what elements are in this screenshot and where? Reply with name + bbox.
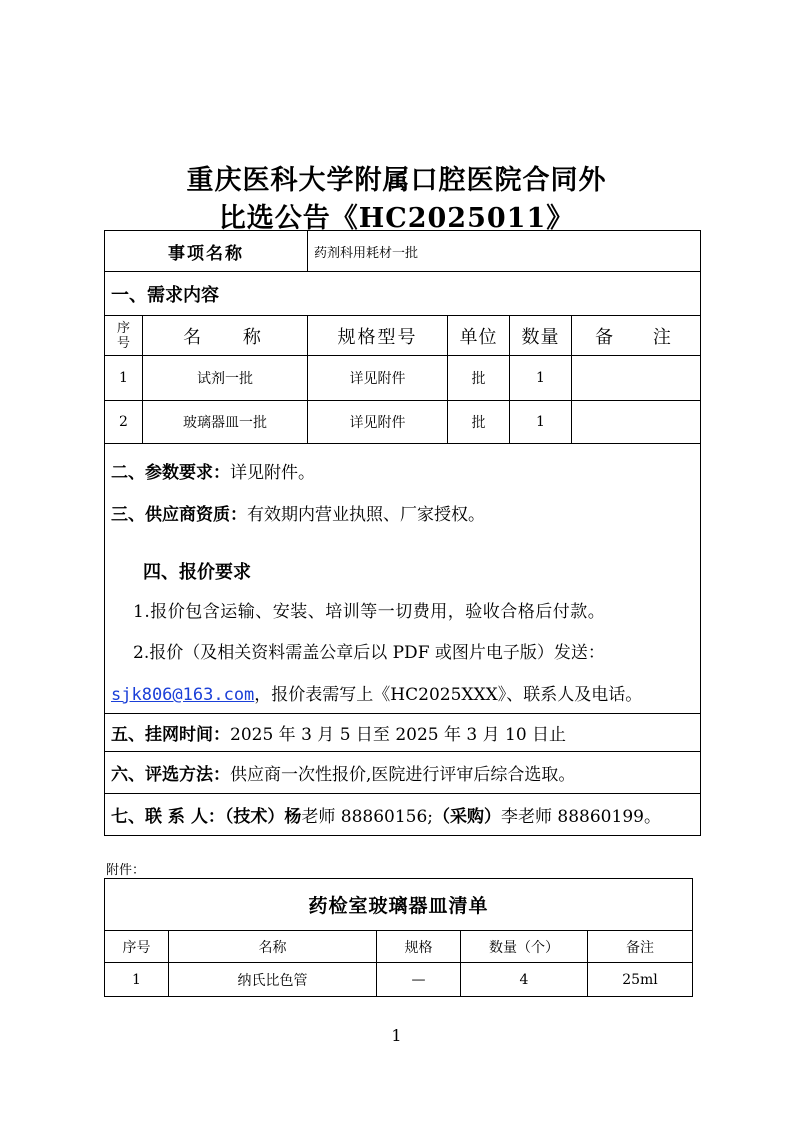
att-col-header: 名称 xyxy=(169,931,377,963)
section-3-label: 三、供应商资质： xyxy=(111,505,247,525)
row-remark xyxy=(572,401,701,444)
att-cell: 25ml xyxy=(588,963,693,997)
col-header-remark: 备 注 xyxy=(572,316,701,356)
section-4-line3-rest: ，报价表需写上《HC2025XXX》、联系人及电话。 xyxy=(254,685,643,705)
att-cell: 纳氏比色管 xyxy=(169,963,377,997)
section-7-label2: （采购） xyxy=(433,807,502,827)
table-row xyxy=(105,963,693,997)
section-2-text: 详见附件。 xyxy=(230,463,315,483)
attachment-table xyxy=(104,878,693,997)
section-6-text: 供应商一次性报价,医院进行评审后综合选取。 xyxy=(230,765,576,785)
row-spec: 详见附件 xyxy=(308,356,448,401)
section-5-text: 2025 年 3 月 5 日至 2025 年 3 月 10 日止 xyxy=(230,725,567,745)
section-7-label: 七、联 系 人：（技术）杨 xyxy=(111,807,302,827)
row-qty: 1 xyxy=(510,356,572,401)
section-5-label: 五、挂网时间： xyxy=(111,725,230,745)
item-name-label: 事项名称 xyxy=(105,231,308,272)
row-no: 2 xyxy=(105,401,143,444)
section-7 xyxy=(105,794,701,836)
page-number: 1 xyxy=(391,1026,402,1045)
col-header-qty: 数量 xyxy=(510,316,572,356)
section-5 xyxy=(105,714,701,752)
row-qty: 1 xyxy=(510,401,572,444)
section-4-heading: 四、报价要求 xyxy=(143,562,251,583)
row-spec: 详见附件 xyxy=(308,401,448,444)
announcement-table xyxy=(104,230,701,836)
col-header-no xyxy=(105,316,143,356)
att-col-header: 数量（个） xyxy=(461,931,588,963)
section-7-text2: 李老师 88860199。 xyxy=(501,807,661,827)
att-col-header: 规格 xyxy=(377,931,461,963)
attachment-title: 药检室玻璃器皿清单 xyxy=(105,879,693,931)
section-2 xyxy=(111,458,315,483)
row-unit: 批 xyxy=(448,401,510,444)
col-header-unit: 单位 xyxy=(448,316,510,356)
col-header-name: 名 称 xyxy=(143,316,308,356)
table-row xyxy=(105,401,701,444)
att-col-header: 序号 xyxy=(105,931,169,963)
row-unit: 批 xyxy=(448,356,510,401)
att-cell: 1 xyxy=(105,963,169,997)
col-header-no-top: 序 xyxy=(116,320,130,336)
section-1-heading: 一、需求内容 xyxy=(105,272,701,316)
section-4-line1: 1.报价包含运输、安装、培训等一切费用，验收合格后付款。 xyxy=(133,602,606,622)
section-4-line2: 2.报价（及相关资料需盖公章后以 PDF 或图片电子版）发送： xyxy=(133,643,605,663)
section-3-text: 有效期内营业执照、厂家授权。 xyxy=(247,505,485,525)
section-4-line3 xyxy=(111,680,642,705)
section-3 xyxy=(111,500,485,525)
col-header-no-bottom: 号 xyxy=(116,335,130,351)
row-no: 1 xyxy=(105,356,143,401)
row-name: 玻璃器皿一批 xyxy=(143,401,308,444)
row-name: 试剂一批 xyxy=(143,356,308,401)
section-6-label: 六、评选方法： xyxy=(111,765,230,785)
page-title-line1: 重庆医科大学附属口腔医院合同外 xyxy=(186,165,607,196)
section-6 xyxy=(105,752,701,794)
attachment-label: 附件： xyxy=(106,863,146,878)
section-2-label: 二、参数要求： xyxy=(111,463,230,483)
att-cell: — xyxy=(377,963,461,997)
item-name-value: 药剂科用耗材一批 xyxy=(308,231,701,272)
row-remark xyxy=(572,356,701,401)
page-title-line2: 比选公告《HC2025011》 xyxy=(218,203,575,234)
email-link[interactable]: sjk806@163.com xyxy=(111,685,255,705)
section-7-text1: 老师 88860156; xyxy=(301,807,434,827)
table-row xyxy=(105,356,701,401)
att-col-header: 备注 xyxy=(588,931,693,963)
requirements-block xyxy=(105,444,701,714)
col-header-spec: 规格型号 xyxy=(308,316,448,356)
att-cell: 4 xyxy=(461,963,588,997)
